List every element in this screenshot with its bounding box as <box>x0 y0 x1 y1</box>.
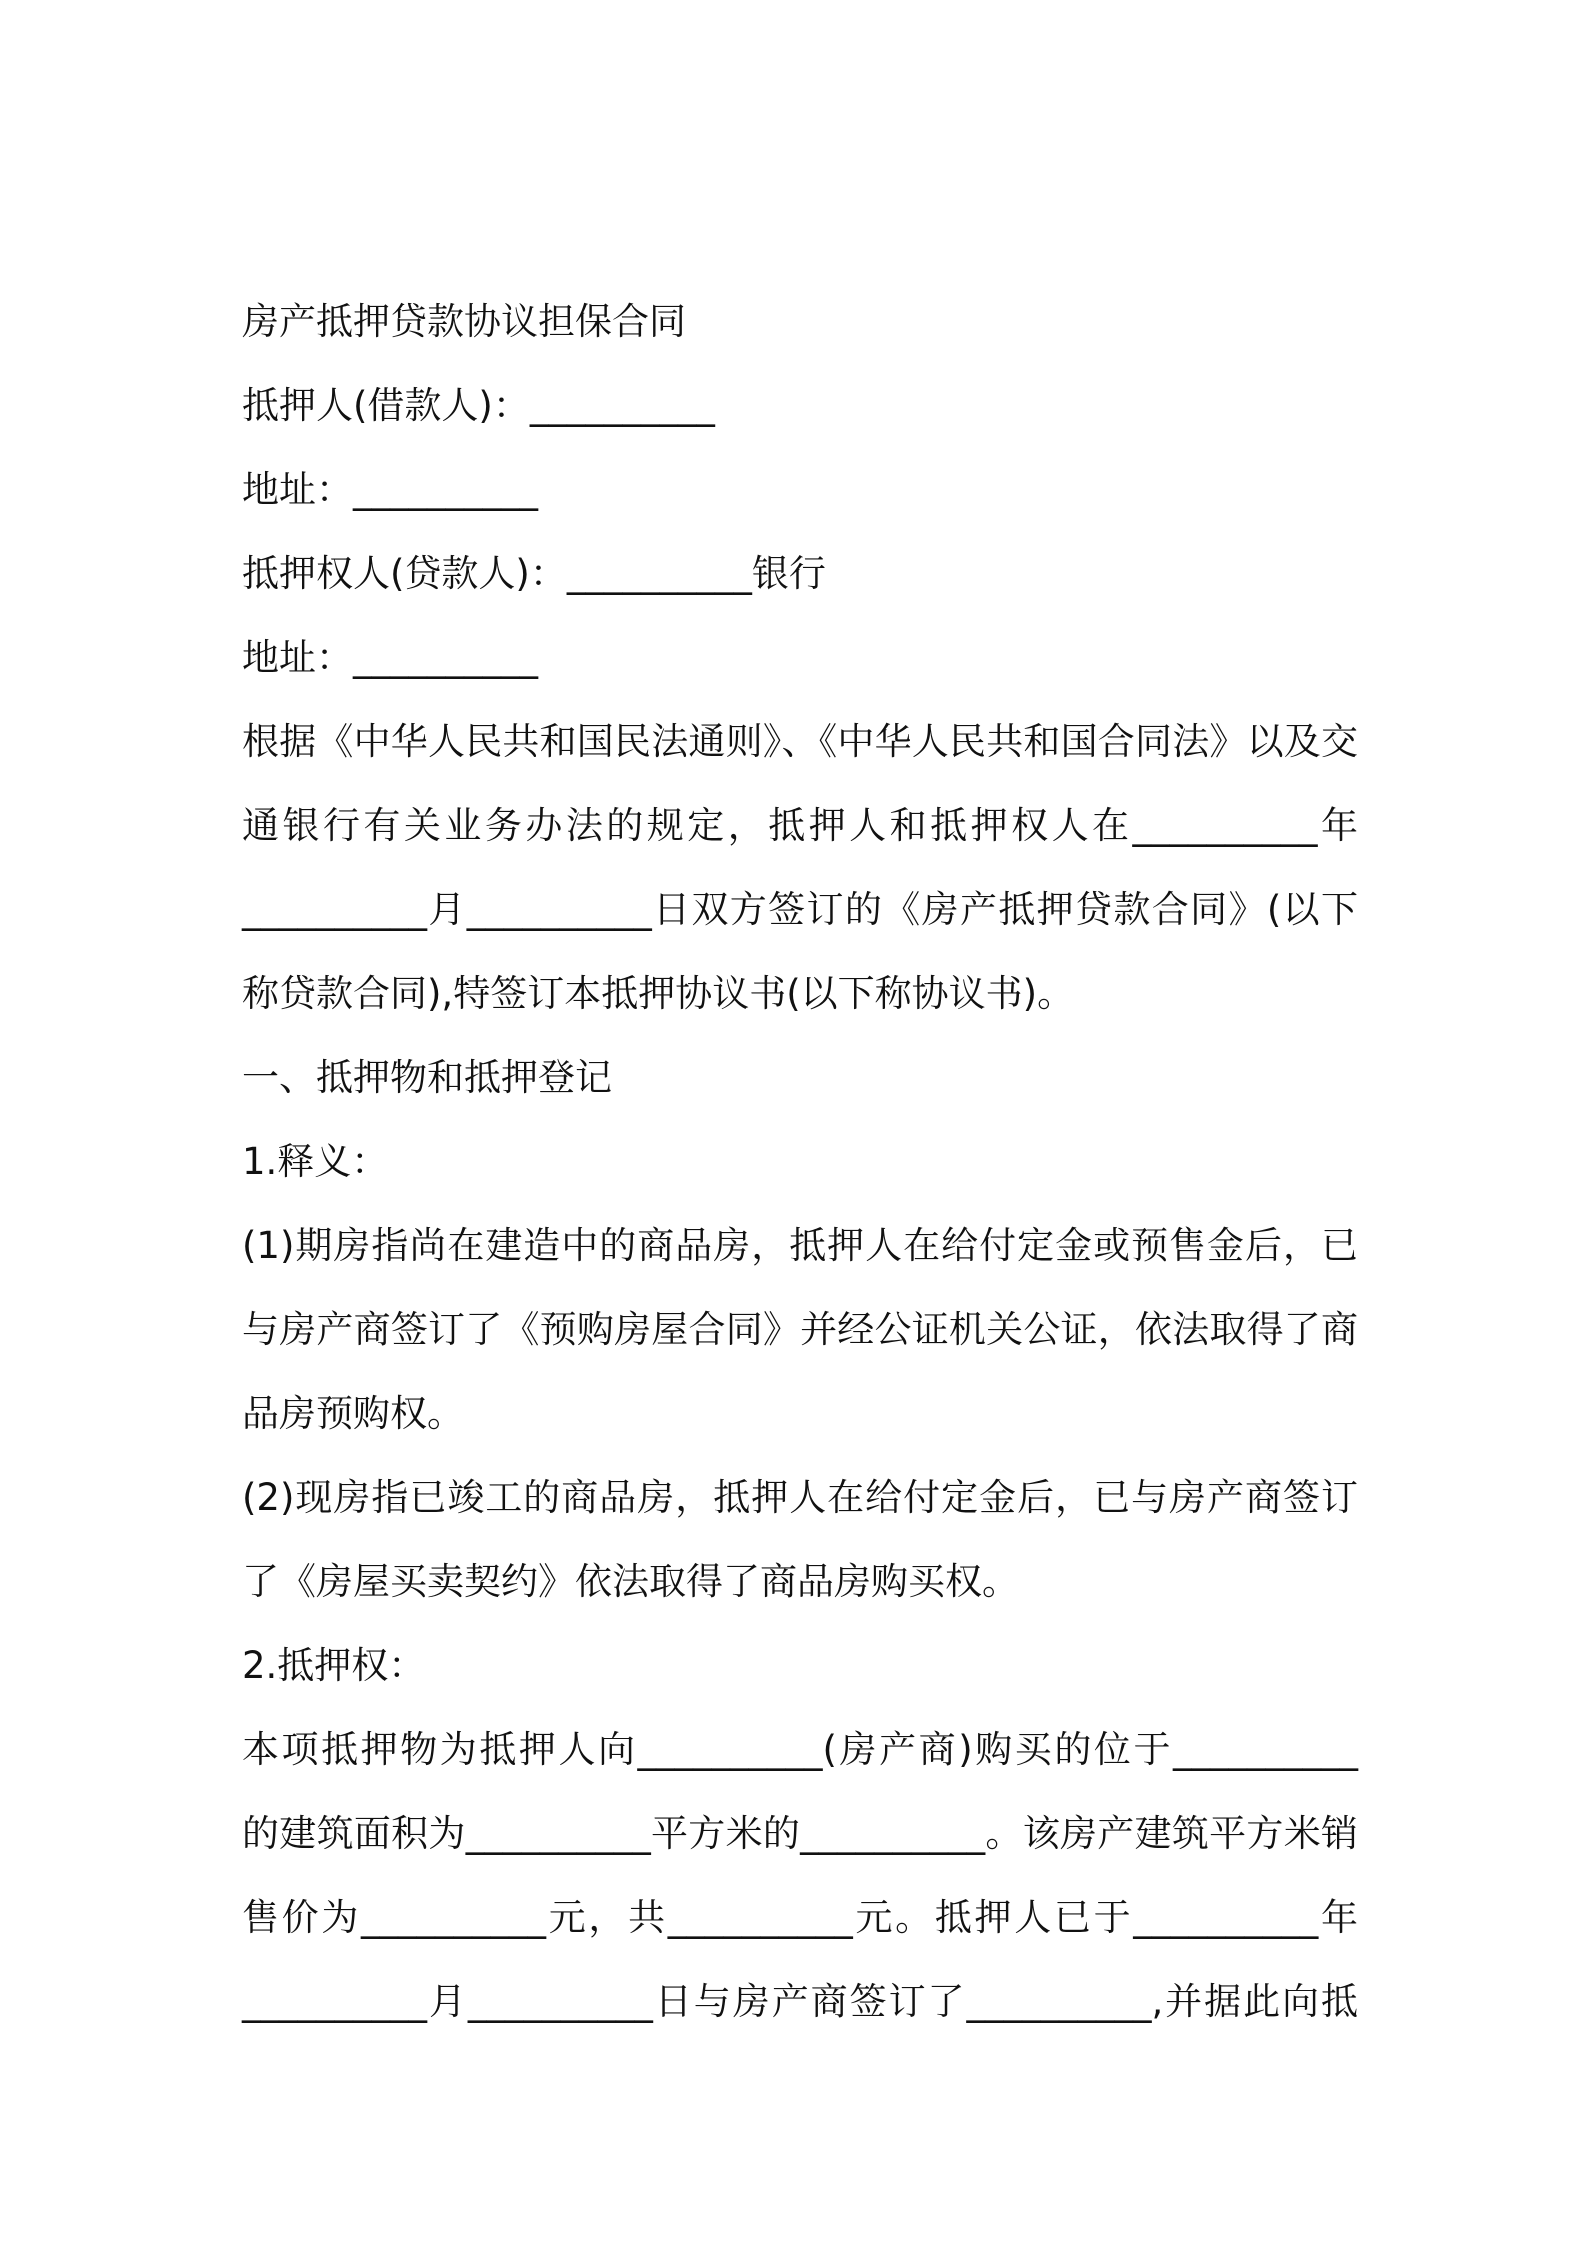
paragraph-line: 品房预购权。 <box>242 1392 464 1435</box>
document-title: 房产抵押贷款协议担保合同 <box>242 300 686 343</box>
paragraph-line: 称贷款合同),特签订本抵押协议书(以下称协议书)。 <box>242 972 1075 1015</box>
paragraph-line: 与房产商签订了《预购房屋合同》并经公证机关公证，依法取得了商 <box>242 1308 1358 1351</box>
paragraph-line: (2)现房指已竣工的商品房，抵押人在给付定金后，已与房产商签订 <box>242 1476 1358 1519</box>
mortgagee-line: 抵押权人(贷款人)：__________银行 <box>242 552 826 595</box>
paragraph-line: 了《房屋买卖契约》依法取得了商品房购买权。 <box>242 1560 1019 1603</box>
paragraph-line: 售价为__________元，共__________元。抵押人已于__________年 <box>242 1896 1358 1939</box>
mortgagor-address-line: 地址：__________ <box>242 468 538 511</box>
mortgagor-line: 抵押人(借款人)：__________ <box>242 384 715 427</box>
paragraph-line: 通银行有关业务办法的规定，抵押人和抵押权人在__________年 <box>242 804 1358 847</box>
paragraph-line: 的建筑面积为__________平方米的__________。该房产建筑平方米销 <box>242 1812 1358 1855</box>
paragraph-line: __________月__________日双方签订的《房产抵押贷款合同》(以下 <box>242 888 1358 931</box>
section-heading: 一、抵押物和抵押登记 <box>242 1056 612 1099</box>
paragraph-line: __________月__________日与房产商签订了__________,并据此向抵 <box>242 1980 1358 2023</box>
paragraph-line: 本项抵押物为抵押人向__________(房产商)购买的位于__________ <box>242 1728 1358 1771</box>
paragraph-line: 根据《中华人民共和国民法通则》、《中华人民共和国合同法》以及交 <box>242 720 1358 763</box>
mortgagee-address-line: 地址：__________ <box>242 636 538 679</box>
subsection-heading: 2.抵押权： <box>242 1644 426 1687</box>
subsection-heading: 1.释义： <box>242 1140 389 1183</box>
document-body <box>242 280 1358 2044</box>
paragraph-line: (1)期房指尚在建造中的商品房，抵押人在给付定金或预售金后，已 <box>242 1224 1358 1267</box>
